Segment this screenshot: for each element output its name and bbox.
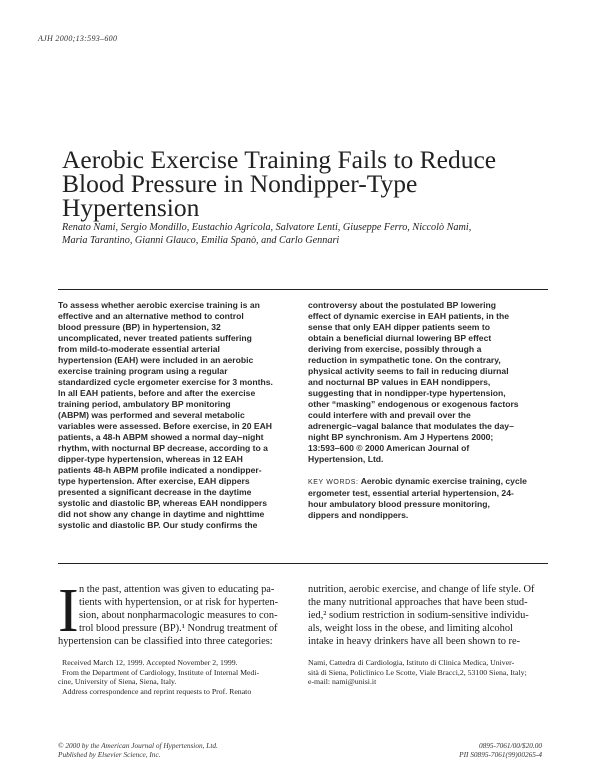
body-line: n the past, attention was given to educating pa- [79, 584, 275, 595]
author-line: Maria Tarantino, Gianni Glauco, Emilia Spanò, and Carlo Gennari [62, 234, 340, 246]
body-line: intake in heavy drinkers have all been shown to re- [308, 636, 521, 647]
abstract-line: rhythm, with nocturnal BP decrease, according to a [58, 443, 268, 453]
abstract-line: did not show any change in daytime and nighttime [58, 509, 265, 519]
abstract-bottom-rule [58, 563, 548, 564]
abstract-line: obtain a beneficial diurnal lowering BP effect [308, 333, 492, 343]
abstract-line: reduction in sympathetic tone. On the contrary, [308, 355, 501, 365]
abstract-line: training period, ambulatory BP monitoring [58, 399, 231, 409]
abstract-line: uncomplicated, never treated patients suffering [58, 333, 252, 343]
abstract-line: could interfere with and prevail over the [308, 410, 471, 420]
footnote-line: cine, University of Siena, Siena, Italy. [58, 677, 177, 687]
footnote-left [58, 658, 260, 696]
abstract-line: exercise training program using a regular [58, 366, 228, 376]
footnote-line: sità di Siena, Policlinico Le Scotte, Viale Bracci,2, 53100 Siena, Italy; [308, 667, 527, 677]
title-line: Hypertension [62, 193, 200, 222]
body-left-last-line: hypertension can be classified into three categories: [58, 636, 273, 647]
abstract-line: physical activity seems to fail in reducing diurnal [308, 366, 509, 376]
abstract-line: systolic and diastolic BP, whereas EAH nondippers [58, 498, 268, 508]
title-line: Aerobic Exercise Training Fails to Reduce [62, 145, 497, 174]
abstract-line: type hypertension. After exercise, EAH dippers [58, 476, 250, 486]
identifier-block [459, 741, 542, 759]
keywords-line: hour ambulatory blood pressure monitoring, [308, 499, 490, 509]
article-title [62, 145, 562, 222]
footnote-line: Nami, Cattedra di Cardiologia, Istituto di Clinica Medica, Univer- [308, 658, 515, 667]
abstract-line: blood pressure (BP) in hypertension, 32 [58, 322, 221, 332]
body-line: tients with hypertension, or at risk for hyperten- [79, 597, 279, 608]
body-line: sion, about nonpharmacologic measures to con- [79, 610, 278, 621]
abstract-right-column [308, 300, 527, 521]
abstract-line: presented a significant decrease in the daytime [58, 487, 252, 497]
copyright-line: © 2000 by the American Journal of Hypertension, Ltd. [58, 741, 218, 750]
abstract-top-rule [58, 289, 548, 290]
abstract-line: patients 48-h ABPM profile indicated a nondipper- [58, 465, 262, 475]
keywords-line [308, 476, 527, 488]
abstract-spacer [308, 465, 527, 476]
pii-line: PII S0895-7061(99)00265-4 [459, 750, 542, 760]
abstract-line: suggesting that in nondipper-type hypertension, [308, 388, 506, 398]
abstract-line: systolic and diastolic BP. Our study confirms the [58, 520, 258, 530]
footnote-line: Address correspondence and reprint requests to Prof. Renato [62, 686, 252, 696]
abstract-line: dipper-type hypertension, whereas in 12 EAH [58, 454, 243, 464]
abstract-line: patients, a 48-h ABPM showed a normal day–night [58, 432, 264, 442]
abstract-line: hypertension (EAH) were included in an aerobic [58, 355, 254, 365]
abstract-line: night BP synchronism. Am J Hypertens 2000; [308, 432, 494, 442]
keywords-text: Aerobic dynamic exercise training, cycle [360, 476, 527, 486]
body-line: ied,² sodium restriction in sodium-sensitive individu- [308, 610, 529, 621]
abstract-line: and nocturnal BP values in EAH nondippers, [308, 377, 491, 387]
author-list [62, 222, 562, 247]
copyright-block [58, 741, 218, 759]
publisher-line: Published by Elsevier Science, Inc. [58, 750, 161, 760]
abstract-line: from mild-to-moderate essential arterial [58, 344, 220, 354]
body-right-column [308, 583, 534, 648]
body-line: the many nutritional approaches that have been stud- [308, 597, 528, 608]
keywords-label: KEY WORDS: [308, 479, 359, 486]
abstract-line: (ABPM) was performed and several metabolic [58, 410, 245, 420]
issn-line: 0895-7061/00/$20.00 [478, 741, 542, 750]
footnote-right [308, 658, 527, 687]
author-line: Renato Nami, Sergio Mondillo, Eustachio Agricola, Salvatore Lenti, Giuseppe Ferro, Niccolò Nami, [62, 222, 472, 233]
abstract-line: sense that only EAH dipper patients seem to [308, 322, 490, 332]
footnote-line: Received March 12, 1999. Accepted November 2, 1999. [62, 658, 238, 667]
title-line: Blood Pressure in Nondipper-Type [62, 169, 418, 198]
abstract-line: In all EAH patients, before and after the exercise [58, 388, 256, 398]
body-line: nutrition, aerobic exercise, and change of life style. Of [308, 584, 535, 595]
abstract-line: effect of dynamic exercise in EAH patients, in the [308, 311, 510, 321]
abstract-line: other “masking” endogenous or exogenous factors [308, 399, 519, 409]
abstract-left-column [58, 300, 273, 531]
body-line: trol blood pressure (BP).¹ Nondrug treatment of [79, 623, 278, 634]
abstract-line: deriving from exercise, possibly through a [308, 344, 482, 354]
keywords-line: dippers and nondippers. [308, 510, 409, 520]
body-left-indented [79, 583, 278, 635]
abstract-line: variables were assessed. Before exercise, in 20 EAH [58, 421, 273, 431]
abstract-line: adrenergic–vagal balance that modulates the day– [308, 421, 514, 431]
abstract-line: controversy about the postulated BP lowering [308, 300, 496, 310]
footnote-line: From the Department of Cardiology, Institute of Internal Medi- [62, 667, 260, 677]
abstract-line: Hypertension, Ltd. [308, 454, 384, 464]
body-line: als, weight loss in the obese, and limiting alcohol [308, 623, 513, 634]
abstract-line: effective and an alternative method to control [58, 311, 244, 321]
footnote-line: e-mail: nami@unisi.it [308, 677, 377, 687]
abstract-line: 13:593–600 © 2000 American Journal of [308, 443, 470, 453]
abstract-line: standardized cycle ergometer exercise for 3 months. [58, 377, 273, 387]
journal-reference: AJH 2000;13:593–600 [38, 34, 118, 43]
abstract-line: To assess whether aerobic exercise training is an [58, 300, 260, 310]
drop-cap: I [58, 577, 79, 645]
keywords-line: ergometer test, essential arterial hypertension, 24- [308, 488, 514, 498]
